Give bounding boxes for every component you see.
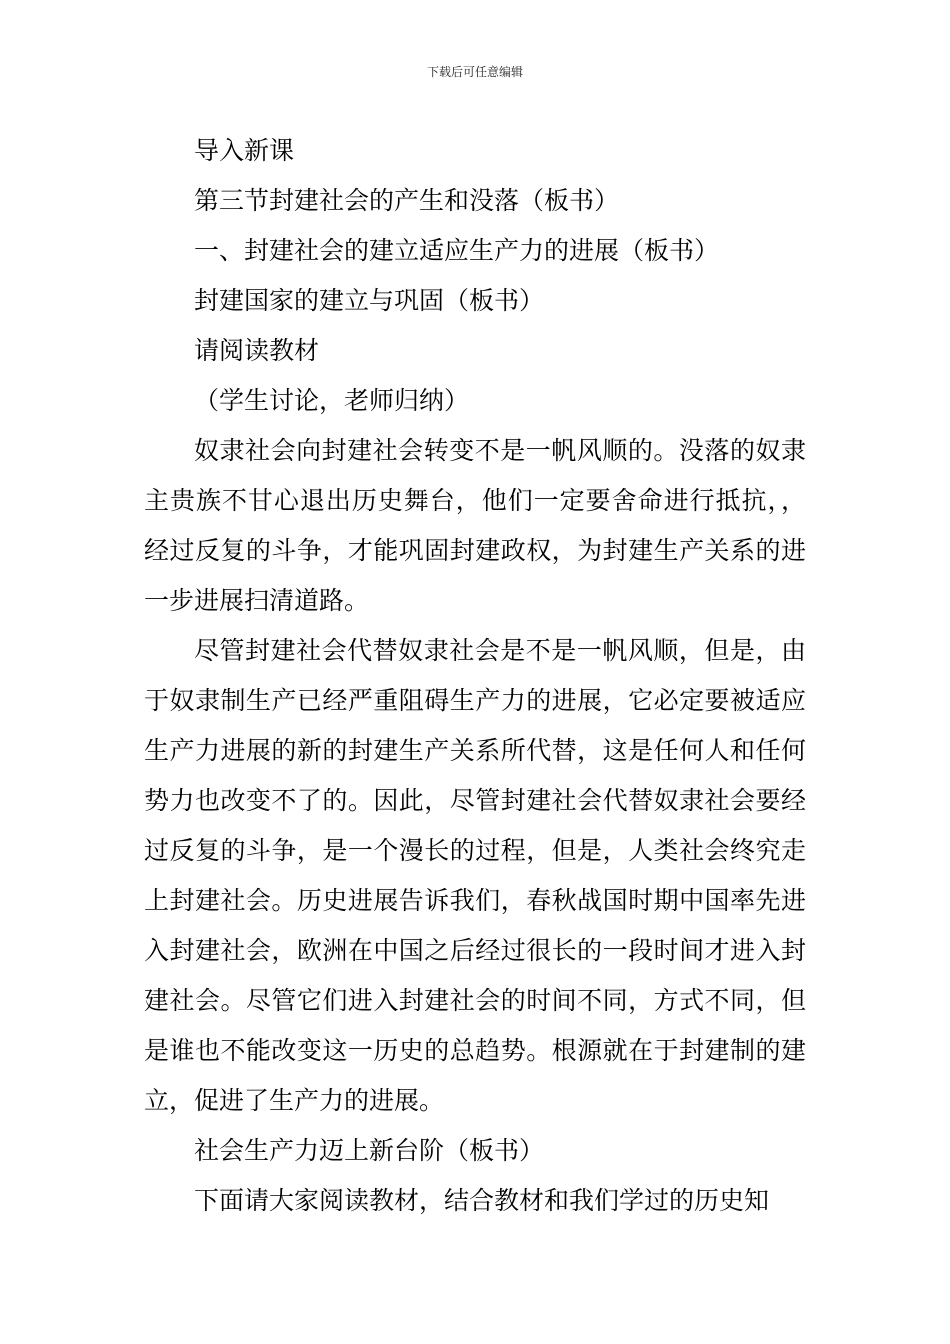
paragraph: 尽管封建社会代替奴隶社会是不是一帆风顺，但是，由于奴隶制生产已经严重阻碍生产力的进展，它必定要被适应生产力进展的新的封建生产关系所代替，这是任何人和任何势力也改变不了的。因此，尽管封建社会代替奴隶社会要经过反复的斗争，是一个漫长的过程，但是，人类社会终究走上封建社会。历史进展告诉我们，春秋战国时期中国率先进入封建社会，欧洲在中国之后经过很长的一段时间才进入封建社会。尽管它们进入封建社会的时间不同，方式不同，但是谁也不能改变这一历史的总趋势。根源就在于封建制的建立，促进了生产力的进展。: [144, 636, 806, 1115]
paragraph: 奴隶社会向封建社会转变不是一帆风顺的。没落的奴隶主贵族不甘心退出历史舞台，他们一定要舍命进行抵抗，，经过反复的斗争，才能巩固封建政权，为封建生产关系的进一步进展扫清道路。: [144, 436, 806, 615]
page-header: 下载后可任意编辑: [426, 65, 523, 79]
document-body: [144, 126, 806, 1226]
text-line-discussion: （学生讨论，老师归纳）: [194, 386, 470, 415]
text-line-intro: 导入新课: [194, 136, 295, 165]
section-title: 第三节封建社会的产生和没落（板书）: [194, 186, 620, 215]
text-line-reading: 请阅读教材: [194, 336, 320, 365]
topic-title: 封建国家的建立与巩固（板书）: [194, 286, 545, 315]
subsection-title: 一、封建社会的建立适应生产力的进展（板书）: [194, 236, 720, 265]
topic-title: 社会生产力迈上新台阶（板书）: [194, 1136, 545, 1165]
paragraph: 下面请大家阅读教材，结合教材和我们学过的历史知: [194, 1186, 770, 1215]
